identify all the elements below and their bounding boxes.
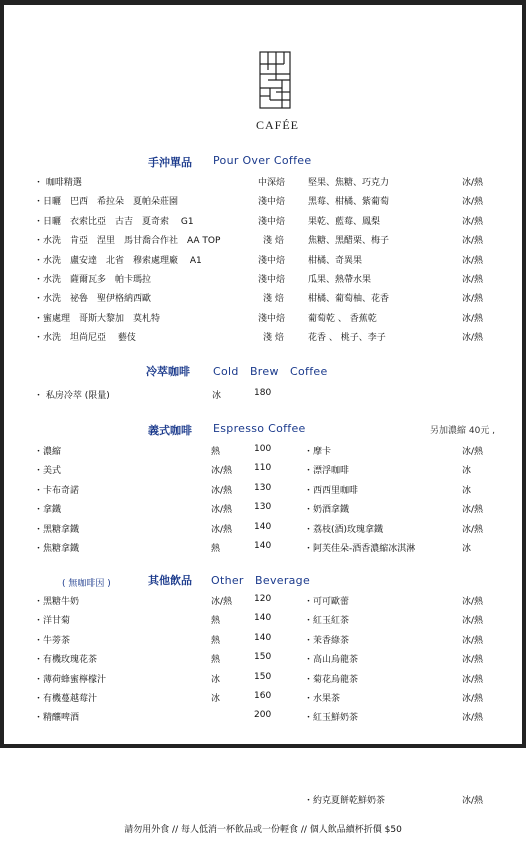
other-item-price: 150 <box>254 652 272 663</box>
espresso-item-name: ・荔枝(酒)玫瑰拿鐵 <box>304 524 384 535</box>
other-item-name: ・有機玫瑰花茶 <box>34 655 98 666</box>
pour-over-title-en: Pour Over Coffee <box>213 154 312 167</box>
other-item-name: ・黑糖牛奶 <box>34 597 80 607</box>
espresso-item-name: ・摩卡 <box>304 447 332 457</box>
pour-over-item-roast: 淺中焙 <box>258 313 286 324</box>
cold-brew-title-zh: 冷萃咖啡 <box>146 365 190 378</box>
pour-over-title-zh: 手沖單品 <box>148 156 192 169</box>
espresso-item-name: ・卡布奇諾 <box>34 485 80 496</box>
other-item-price: 120 <box>254 594 272 604</box>
espresso-item-name: ・阿芙佳朵-酒香濃縮冰淇淋 <box>304 544 416 554</box>
other-item-name: ・高山烏龍茶 <box>304 655 359 666</box>
other-item-price: 140 <box>254 632 272 643</box>
pour-over-item-roast: 淺中焙 <box>258 275 286 285</box>
pour-over-item-notes: 葡萄乾 、 香蕉乾 <box>308 313 377 324</box>
espresso-item-name: ・黑糖拿鐵 <box>34 524 80 535</box>
other-item-name: ・菊花烏龍茶 <box>304 674 359 685</box>
other-item-temp: 冰/熱 <box>462 694 484 704</box>
espresso-item-price: 110 <box>254 463 272 474</box>
pour-over-item-temp: 冰/熱 <box>462 197 484 208</box>
pour-over-item-name: ・水洗 祕魯 聖伊格納西歐 <box>34 294 152 305</box>
other-item-temp: 冰/熱 <box>462 616 484 627</box>
other-item-name: ・紅玉鮮奶茶 <box>304 713 359 724</box>
espresso-extra-shot-note: 另加濃縮 40元 , <box>430 426 496 436</box>
espresso-item-price: 140 <box>254 541 272 551</box>
pour-over-item-temp: 冰/熱 <box>462 255 484 266</box>
other-item-temp: 冰/熱 <box>462 635 484 646</box>
other-item-price: 160 <box>254 691 272 701</box>
pour-over-item-roast: 淺中焙 <box>258 216 286 227</box>
other-title-zh: 其他飲品 <box>148 574 192 587</box>
pour-over-item-notes: 柑橘、奇異果 <box>308 255 363 266</box>
pour-over-item-roast: 中深焙 <box>258 178 286 188</box>
cold-brew-item-name: ・ 私房冷萃 (限量) <box>34 391 110 401</box>
espresso-item-price: 100 <box>254 444 272 454</box>
pour-over-item-temp: 冰/熱 <box>462 294 484 305</box>
other-item-temp: 冰 <box>211 674 221 685</box>
pour-over-item-roast: 淺 焙 <box>263 294 284 305</box>
espresso-item-name: ・漂浮咖啡 <box>304 466 350 477</box>
pour-over-item-notes: 焦糖、黑醋栗、梅子 <box>308 236 390 247</box>
pour-over-item-temp: 冰/熱 <box>462 236 484 247</box>
extra-item-name: ・約克夏餅乾鮮奶茶 <box>304 796 386 806</box>
pour-over-item-notes: 堅果、焦糖、巧克力 <box>308 178 390 188</box>
left-border <box>0 0 4 744</box>
pour-over-item-roast: 淺 焙 <box>263 333 284 344</box>
pour-over-item-temp: 冰/熱 <box>462 313 484 324</box>
other-item-temp: 熱 <box>211 635 221 646</box>
espresso-item-name: ・焦糖拿鐵 <box>34 544 80 554</box>
espresso-item-price: 140 <box>254 521 272 532</box>
espresso-item-temp: 冰/熱 <box>211 524 233 535</box>
pour-over-item-name: ・日曬 巴西 希拉朵 夏帕朵莊園 <box>34 197 179 208</box>
other-item-name: ・洋甘菊 <box>34 616 71 627</box>
espresso-item-name: ・美式 <box>34 466 62 477</box>
pour-over-item-roast: 淺 焙 <box>263 236 284 247</box>
espresso-item-price: 130 <box>254 482 272 493</box>
right-border <box>522 0 526 744</box>
other-item-name: ・茉香綠茶 <box>304 635 350 646</box>
pour-over-item-name: ・水洗 薩爾瓦多 帕卡瑪拉 <box>34 275 152 285</box>
cold-brew-title-en: Cold Brew Coffee <box>213 365 328 378</box>
other-item-name: ・有機蔓越莓汁 <box>34 694 98 704</box>
espresso-item-temp: 冰 <box>462 466 472 477</box>
pour-over-item-roast: 淺中焙 <box>258 255 286 266</box>
other-item-price: 200 <box>254 710 272 721</box>
pour-over-item-name: ・蜜處理 哥斯大黎加 莫札特 <box>34 313 161 324</box>
pour-over-item-name: ・ 咖啡精選 <box>34 178 82 188</box>
pour-over-item-roast: 淺中焙 <box>258 197 286 208</box>
pour-over-item-name: ・日曬 衣索比亞 古吉 夏奇索 G1 <box>34 216 194 227</box>
other-item-temp: 冰/熱 <box>462 674 484 685</box>
footer-policy: 請勿用外食 // 每人低消一杯飲品或一份輕食 // 個人飲品續杯折價 $50 <box>124 825 402 835</box>
pour-over-item-temp: 冰/熱 <box>462 216 484 227</box>
pour-over-item-notes: 柑橘、葡萄柚、花香 <box>308 294 390 305</box>
pour-over-item-temp: 冰/熱 <box>462 333 484 344</box>
espresso-item-price: 130 <box>254 502 272 513</box>
cafe-logo-icon <box>258 50 294 110</box>
logo-text: CAFÉE <box>256 118 300 132</box>
espresso-item-temp: 冰/熱 <box>211 485 233 496</box>
other-item-temp: 熱 <box>211 655 221 666</box>
espresso-item-temp: 冰 <box>462 544 472 554</box>
other-title-en: Other Beverage <box>211 574 311 587</box>
espresso-item-temp: 冰/熱 <box>211 505 233 516</box>
espresso-item-temp: 熱 <box>211 544 221 554</box>
caffeine-free-tag: ( 無咖啡因 ) <box>62 579 111 589</box>
other-item-price: 150 <box>254 671 272 682</box>
pour-over-item-temp: 冰/熱 <box>462 178 484 188</box>
pour-over-item-temp: 冰/熱 <box>462 275 484 285</box>
espresso-item-temp: 冰/熱 <box>462 447 484 457</box>
espresso-title-en: Espresso Coffee <box>213 422 306 435</box>
espresso-item-name: ・奶酒拿鐵 <box>304 505 350 516</box>
other-item-temp: 冰/熱 <box>462 597 484 607</box>
other-item-name: ・精釀啤酒 <box>34 713 80 724</box>
top-border <box>0 0 526 5</box>
cold-brew-item-price: 180 <box>254 388 272 398</box>
other-item-name: ・紅玉紅茶 <box>304 616 350 627</box>
other-item-name: ・牛蒡茶 <box>34 635 71 646</box>
page-break <box>0 744 526 748</box>
pour-over-item-name: ・水洗 盧安達 北省 穆索處理廠 A1 <box>34 255 202 266</box>
espresso-title-zh: 義式咖啡 <box>148 424 192 437</box>
other-item-name: ・水果茶 <box>304 694 341 704</box>
other-item-name: ・薄荷蜂蜜檸檬汁 <box>34 674 107 685</box>
espresso-item-name: ・濃縮 <box>34 447 62 457</box>
espresso-item-temp: 冰/熱 <box>462 524 484 535</box>
pour-over-item-notes: 花香 、 桃子、李子 <box>308 333 386 344</box>
pour-over-item-notes: 黑莓、柑橘、紫葡萄 <box>308 197 390 208</box>
other-item-price: 140 <box>254 613 272 624</box>
espresso-item-name: ・拿鐵 <box>34 505 62 516</box>
pour-over-item-notes: 瓜果、熱帶水果 <box>308 275 372 285</box>
extra-item-temp: 冰/熱 <box>462 796 484 806</box>
pour-over-item-notes: 果乾、藍莓、鳳梨 <box>308 216 381 227</box>
espresso-item-temp: 冰 <box>462 485 472 496</box>
pour-over-item-name: ・水洗 坦尚尼亞 藝伎 <box>34 333 136 344</box>
other-item-temp: 冰 <box>211 694 221 704</box>
other-item-temp: 冰/熱 <box>462 655 484 666</box>
espresso-item-temp: 熱 <box>211 447 221 457</box>
espresso-item-temp: 冰/熱 <box>462 505 484 516</box>
espresso-item-temp: 冰/熱 <box>211 466 233 477</box>
pour-over-item-name: ・水洗 肯亞 涅里 馬甘喬合作社 AA TOP <box>34 236 221 247</box>
other-item-name: ・可可歐蕾 <box>304 597 350 607</box>
other-item-temp: 冰/熱 <box>211 597 233 607</box>
cold-brew-item-temp: 冰 <box>212 391 222 401</box>
espresso-item-name: ・西西里咖啡 <box>304 485 359 496</box>
other-item-temp: 冰/熱 <box>462 713 484 724</box>
other-item-temp: 熱 <box>211 616 221 627</box>
